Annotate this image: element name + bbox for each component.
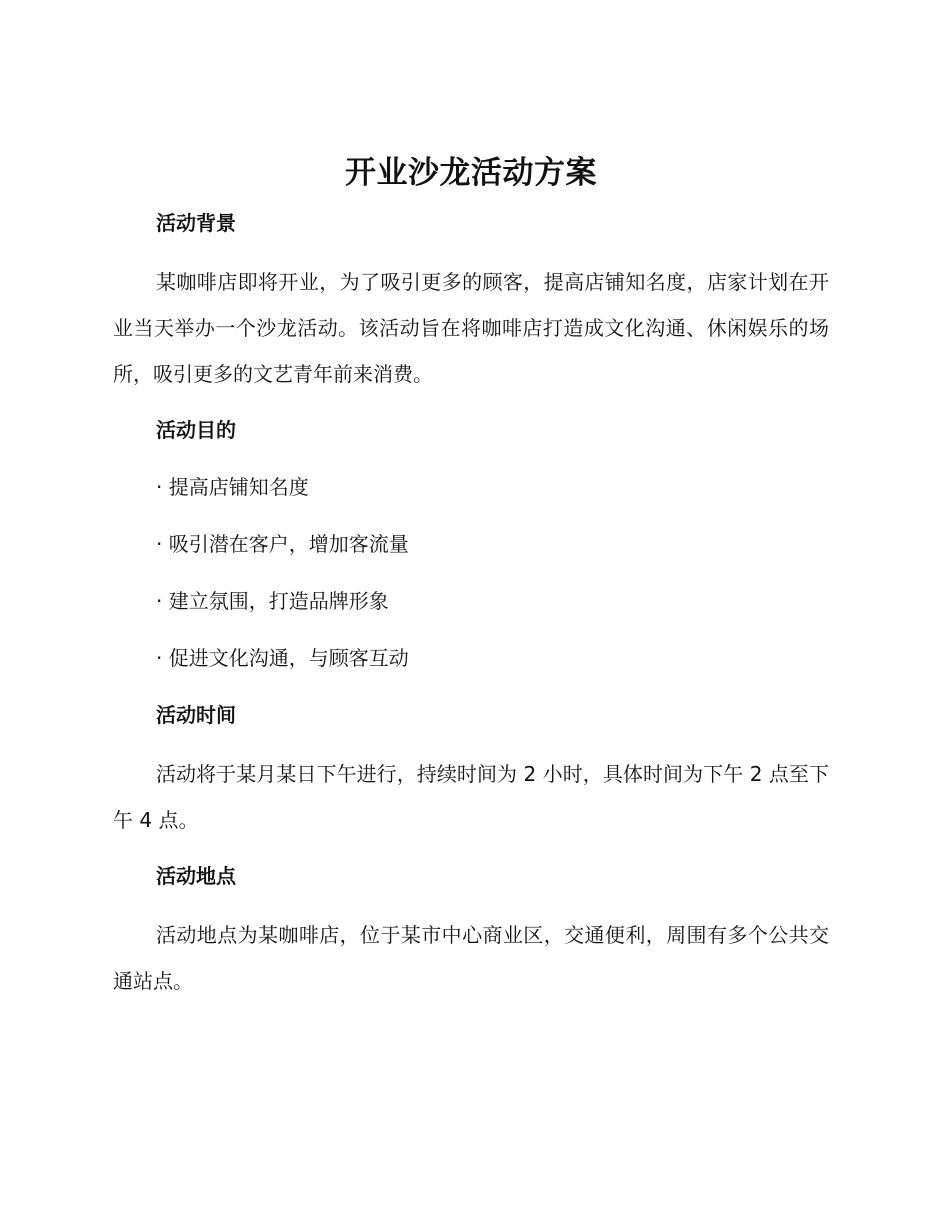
section-heading-time: 活动时间	[156, 703, 236, 727]
section-heading-purpose: 活动目的	[156, 418, 236, 442]
section-heading-background: 活动背景	[156, 211, 236, 235]
background-paragraph: 某咖啡店即将开业，为了吸引更多的顾客，提高店铺知名度，店家计划在开业当天举办一个沙龙活动。该活动旨在将咖啡店打造成文化沟通、休闲娱乐的场所，吸引更多的文艺青年前来消费。	[113, 270, 829, 386]
section-heading-location: 活动地点	[156, 864, 236, 888]
location-paragraph: 活动地点为某咖啡店，位于某市中心商业区，交通便利，周围有多个公共交通站点。	[113, 923, 829, 993]
purpose-bullet-3: · 建立氛围，打造品牌形象	[156, 589, 389, 613]
purpose-bullet-1: · 提高店铺知名度	[156, 475, 309, 499]
purpose-bullet-4: · 促进文化沟通，与顾客互动	[156, 646, 409, 670]
document-content	[113, 152, 829, 1004]
time-paragraph: 活动将于某月某日下午进行，持续时间为 2 小时，具体时间为下午 2 点至下午 4 点。	[113, 762, 829, 832]
document-title: 开业沙龙活动方案	[345, 155, 597, 191]
purpose-bullet-2: · 吸引潜在客户，增加客流量	[156, 532, 409, 556]
